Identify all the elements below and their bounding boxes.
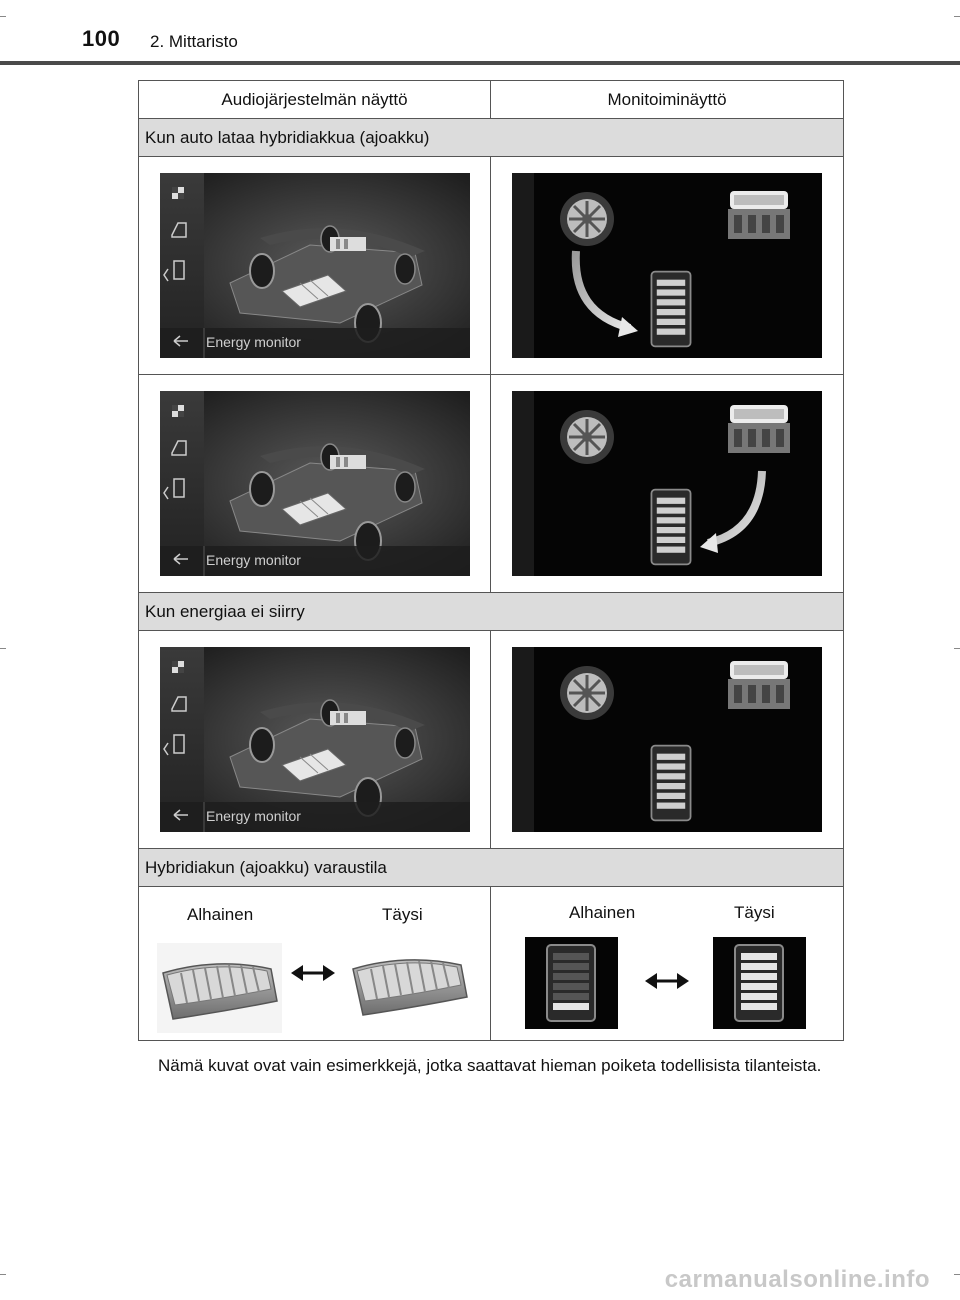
energy-monitor-screen-image <box>160 173 470 358</box>
screen-caption: Energy monitor <box>205 552 301 568</box>
audio-charge-state-cell <box>139 887 491 1041</box>
audio-screen-cell <box>139 631 491 849</box>
engine-icon <box>728 191 790 239</box>
battery-icon <box>651 272 690 347</box>
battery-tray-full-image <box>347 943 472 1033</box>
double-arrow-icon <box>645 971 689 991</box>
column-header-audio: Audiojärjestelmän näyttö <box>139 81 491 119</box>
table-row <box>139 887 844 1041</box>
crop-mark <box>0 1274 6 1275</box>
multi-display-flow-image <box>512 173 822 358</box>
table-row <box>139 375 844 593</box>
section-row-charging <box>139 119 844 157</box>
double-arrow-icon <box>291 963 335 983</box>
section-label-charge-state: Hybridiakun (ajoakku) varaustila <box>139 849 844 887</box>
level-low-label: Alhainen <box>187 905 254 924</box>
wheel-icon <box>560 666 614 720</box>
watermark: carmanualsonline.info <box>664 1266 930 1293</box>
battery-icon <box>651 746 690 821</box>
engine-icon <box>728 661 790 709</box>
table-row <box>139 157 844 375</box>
screen-caption: Energy monitor <box>205 808 301 824</box>
energy-flow-table <box>138 80 844 1041</box>
audio-screen-cell <box>139 375 491 593</box>
crop-mark <box>954 648 960 649</box>
multi-display-flow-image <box>512 647 822 832</box>
section-title: 2. Mittaristo <box>150 32 238 51</box>
monitor-screen-cell <box>491 157 844 375</box>
level-low-label: Alhainen <box>569 903 636 922</box>
section-row-no-transfer <box>139 593 844 631</box>
section-label-no-transfer: Kun energiaa ei siirry <box>139 593 844 631</box>
column-header-monitor: Monitoiminäyttö <box>491 81 844 119</box>
energy-monitor-screen-image <box>160 391 470 576</box>
battery-tray-low-image <box>157 943 282 1033</box>
header-rule <box>0 61 960 65</box>
screen-caption: Energy monitor <box>205 334 301 350</box>
engine-icon <box>728 405 790 453</box>
crop-mark <box>0 648 6 649</box>
monitor-charge-state-cell <box>491 887 844 1041</box>
section-row-charge-state <box>139 849 844 887</box>
table-row <box>139 631 844 849</box>
battery-gauge-full-image <box>713 937 806 1029</box>
battery-gauge-low-image <box>525 937 618 1029</box>
monitor-screen-cell <box>491 375 844 593</box>
audio-screen-cell <box>139 157 491 375</box>
crop-mark <box>954 1274 960 1275</box>
multi-display-flow-image <box>512 391 822 576</box>
level-full-label: Täysi <box>382 905 423 924</box>
page-number: 100 <box>82 26 121 51</box>
battery-icon <box>651 490 690 565</box>
crop-mark <box>954 16 960 17</box>
level-full-label: Täysi <box>734 903 775 922</box>
energy-monitor-screen-image <box>160 647 470 832</box>
footnote-text: Nämä kuvat ovat vain esimerkkejä, jotka saattavat hieman poiketa todellisista tilanteista. <box>158 1056 822 1075</box>
wheel-icon <box>560 410 614 464</box>
crop-mark <box>0 16 6 17</box>
section-label-charging: Kun auto lataa hybridiakkua (ajoakku) <box>139 119 844 157</box>
wheel-icon <box>560 192 614 246</box>
table-header-row <box>139 81 844 119</box>
monitor-screen-cell <box>491 631 844 849</box>
